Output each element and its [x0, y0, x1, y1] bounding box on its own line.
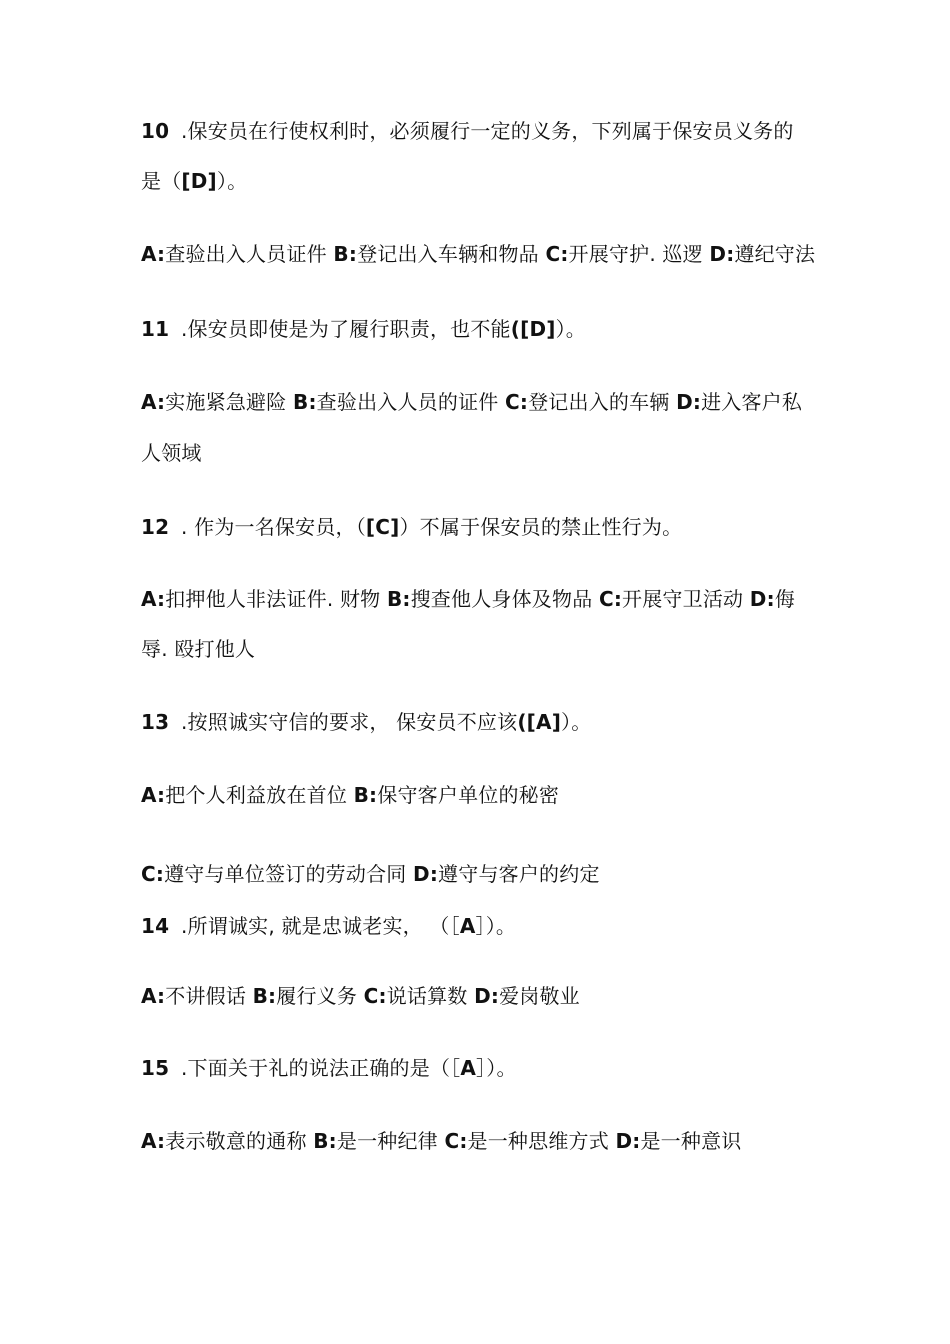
- text-segment: 搜查他人身体及物品: [410, 587, 599, 611]
- bold-text: B:: [333, 242, 358, 266]
- text-segment: .保安员即使是为了履行职责，也不能: [181, 317, 511, 341]
- bold-text: [C]: [365, 515, 400, 539]
- text-segment: 遵纪守法: [734, 242, 816, 266]
- text-segment: 说话算数: [386, 984, 475, 1008]
- text-segment: 是（: [141, 169, 182, 193]
- bold-text: A:: [141, 587, 166, 611]
- bold-text: A: [460, 1056, 477, 1080]
- text-segment: 保守客户单位的秘密: [377, 783, 560, 807]
- question-number: 10: [141, 119, 170, 143]
- text-segment: 登记出入车辆和物品: [357, 242, 546, 266]
- question-number: 13: [141, 710, 170, 734]
- question-number: 11: [141, 317, 170, 341]
- text-segment: .所谓诚实, 就是忠诚老实， （［: [181, 914, 460, 938]
- text-segment: 登记出入的车辆: [528, 390, 677, 414]
- question-number: 12: [141, 515, 170, 539]
- question-15-options-line: [141, 1128, 741, 1154]
- bold-text: A:: [141, 1129, 166, 1153]
- question-14-options-line: [141, 983, 580, 1009]
- bold-text: B:: [293, 390, 317, 414]
- text-segment: 查验出入人员的证件: [316, 390, 506, 414]
- text-segment: .保安员在行使权利时，必须履行一定的义务，下列属于保安员义务的: [181, 119, 794, 143]
- question-14-stem-line: [141, 913, 516, 939]
- text-segment: 是一种思维方式: [467, 1129, 616, 1153]
- text-segment: ］）。: [475, 914, 517, 938]
- bold-text: ([A]: [517, 710, 562, 734]
- text-segment: ）不属于保安员的禁止性行为。: [399, 515, 683, 539]
- text-segment: 开展守护. 巡逻: [568, 242, 710, 266]
- question-10-stem-line: [141, 118, 794, 144]
- bold-text: ([D]: [510, 317, 556, 341]
- bold-text: C:: [444, 1129, 468, 1153]
- question-10-options-line: [141, 241, 815, 267]
- bold-text: D:: [749, 587, 775, 611]
- bold-text: D:: [709, 242, 735, 266]
- text-segment: ］）。: [476, 1056, 517, 1080]
- text-segment: 侮: [774, 587, 795, 611]
- text-segment: 扣押他人非法证件. 财物: [165, 587, 387, 611]
- question-12-options-line: [141, 586, 795, 612]
- text-segment: 不讲假话: [165, 984, 253, 1008]
- question-11-options-line: [141, 440, 202, 466]
- text-segment: 查验出入人员证件: [165, 242, 334, 266]
- text-segment: 遵守与单位签订的劳动合同: [164, 862, 414, 886]
- question-13-stem-line: [141, 709, 591, 735]
- text-segment: 爱岗敬业: [499, 984, 580, 1008]
- text-segment: 开展守卫活动: [622, 587, 750, 611]
- question-11-options-line: [141, 389, 802, 415]
- question-13-options-line: [141, 861, 600, 887]
- text-segment: 实施紧急避险: [165, 390, 294, 414]
- bold-text: D:: [676, 390, 702, 414]
- question-number: 15: [141, 1056, 170, 1080]
- question-15-stem-line: [141, 1055, 517, 1081]
- text-segment: 遵守与客户的约定: [438, 862, 600, 886]
- question-11-stem-line: [141, 316, 586, 342]
- bold-text: C:: [598, 587, 623, 611]
- text-segment: 表示敬意的通称: [165, 1129, 314, 1153]
- question-12-stem-line: [141, 514, 682, 540]
- bold-text: D:: [474, 984, 500, 1008]
- text-segment: 把个人利益放在首位: [165, 783, 354, 807]
- text-segment: ）。: [561, 710, 592, 734]
- bold-text: D:: [615, 1129, 641, 1153]
- bold-text: B:: [386, 587, 411, 611]
- text-segment: .下面关于礼的说法正确的是（［: [181, 1056, 461, 1080]
- bold-text: A:: [141, 390, 166, 414]
- text-segment: 是一种纪律: [336, 1129, 445, 1153]
- text-segment: ）。: [555, 317, 586, 341]
- bold-text: [D]: [181, 169, 217, 193]
- bold-text: B:: [313, 1129, 337, 1153]
- question-number: 14: [141, 914, 170, 938]
- bold-text: C:: [363, 984, 387, 1008]
- text-segment: . 作为一名保安员，（: [181, 515, 366, 539]
- bold-text: B:: [252, 984, 277, 1008]
- bold-text: A:: [141, 984, 166, 1008]
- question-12-options-line: [141, 636, 255, 662]
- bold-text: A: [459, 914, 476, 938]
- text-segment: 是一种意识: [640, 1129, 742, 1153]
- question-13-options-line: [141, 782, 559, 808]
- bold-text: A:: [141, 242, 166, 266]
- bold-text: D:: [413, 862, 439, 886]
- text-segment: 进入客户私: [701, 390, 803, 414]
- bold-text: A:: [141, 783, 166, 807]
- bold-text: C:: [505, 390, 529, 414]
- bold-text: B:: [353, 783, 378, 807]
- bold-text: C:: [141, 862, 165, 886]
- text-segment: 人领域: [141, 441, 202, 465]
- bold-text: C:: [545, 242, 569, 266]
- text-segment: 履行义务: [276, 984, 364, 1008]
- text-segment: ）。: [216, 169, 248, 193]
- question-10-stem-line: [141, 168, 247, 194]
- text-segment: .按照诚实守信的要求， 保安员不应该: [181, 710, 518, 734]
- text-segment: 辱. 殴打他人: [141, 637, 256, 661]
